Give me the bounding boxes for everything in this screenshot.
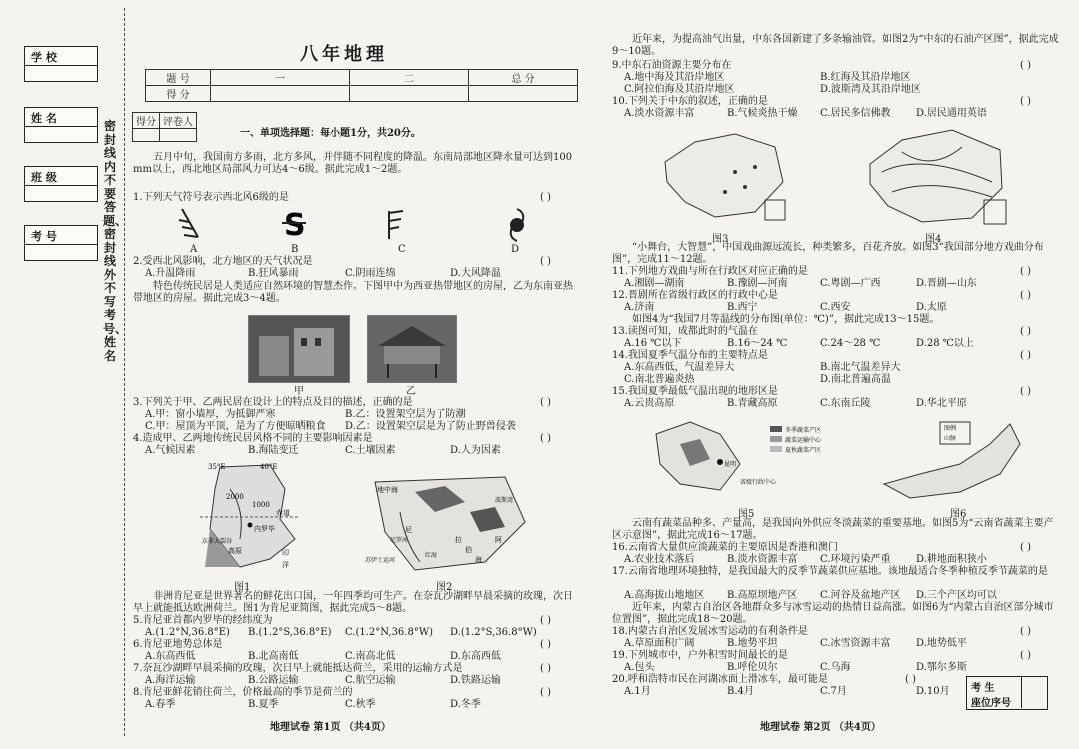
option[interactable]: B.高原坝地产区 (727, 590, 798, 601)
map2-label: 波斯湾 (495, 497, 514, 504)
option[interactable]: A.1月 (624, 686, 651, 697)
option[interactable]: C.航空运输 (345, 675, 396, 686)
option[interactable]: B.夏季 (248, 699, 279, 710)
question-9: 9.中东石油资源主要分布在 (612, 60, 732, 71)
answer-paren[interactable]: ( ) (1020, 96, 1031, 107)
weather-symbol-b (282, 208, 306, 243)
option[interactable]: A.(1.2°N,36.8°E) (145, 627, 230, 638)
option[interactable]: A.包头 (624, 662, 655, 673)
answer-paren[interactable]: ( ) (540, 256, 551, 267)
opera-map-svg (655, 122, 790, 224)
question-6: 6.肯尼亚地势总体是 (133, 639, 223, 650)
question-14: 14.我国夏季气温分布的主要特点是 (612, 350, 768, 361)
option[interactable]: D.地势低平 (916, 638, 967, 649)
question-15: 15.我国夏季最低气温出现的地形区是 (612, 386, 778, 397)
map1-label: 内罗毕 (254, 525, 275, 533)
option[interactable]: C.(1.2°N,36.8°W) (345, 627, 434, 638)
map1-label: 东非大裂谷 (202, 538, 233, 545)
option[interactable]: B.公路运输 (248, 675, 299, 686)
grader-name-field[interactable] (160, 129, 197, 142)
map1-label: 高原 (228, 547, 242, 555)
option[interactable]: C.秋季 (345, 699, 376, 710)
option[interactable]: B.海陆变迁 (248, 445, 299, 456)
fig5-legend: 冬季蔬菜产区 (785, 427, 822, 434)
question-20: 20.呼和浩特市民在河湖冰面上滑冰车，最可能是 (612, 674, 828, 685)
option[interactable]: A.草原面积广阔 (624, 638, 695, 649)
page-title: 八年地理 (300, 44, 388, 65)
option[interactable]: C.土壤因素 (345, 445, 396, 456)
answer-paren[interactable]: ( ) (1020, 290, 1031, 301)
question-12: 12.晋剧所在省级行政区的行政中心是 (612, 290, 778, 301)
option[interactable]: D.东高西低 (450, 651, 501, 662)
question-7: 7.奈瓦沙湖畔早晨采摘的玫瑰，次日早上就能抵达荷兰，采用的运输方式是 (133, 663, 463, 674)
name-field[interactable] (25, 127, 97, 141)
option[interactable]: D.居民通用英语 (916, 108, 987, 119)
seat-number-field[interactable] (1021, 677, 1047, 708)
question-18: 18.内蒙古自治区发展冰雪运动的有利条件是 (612, 626, 808, 637)
option[interactable]: A.升温降雨 (145, 268, 196, 279)
option[interactable]: A.地中海及其沿岸地区 (624, 72, 725, 83)
svg-text:S: S (284, 208, 306, 243)
option[interactable]: A.云贵高原 (624, 398, 675, 409)
weather-symbols (170, 205, 550, 245)
intro-text: 非洲肯尼亚是世界著名的鲜花出口国，一年四季均可生产。在奈瓦沙湖畔早晨采摘的玫瑰，次日早上就能抵达欧洲荷兰。图1为肯尼亚简图，据此完成5～8题。 (133, 591, 573, 614)
exam-no-label: 考 号 (25, 226, 97, 245)
question-13: 13.读图可知，成都此时的气温在 (612, 326, 758, 337)
option[interactable]: D.鄂尔多斯 (916, 662, 967, 673)
option[interactable]: A.气候因素 (145, 445, 196, 456)
answer-paren[interactable]: ( ) (1020, 542, 1031, 553)
seat-label: 考 生 (971, 683, 995, 694)
figure-caption: 图3 (712, 234, 729, 245)
map1-label: 2000 (226, 493, 244, 501)
name-label: 姓 名 (25, 108, 97, 127)
answer-paren[interactable]: ( ) (540, 433, 551, 444)
score-input[interactable] (469, 86, 578, 102)
intro-text: 近年来，为提高油气出量，中东各国新建了多条输油管。如图2为“中东的石油产区图”，据此完成9～10题。 (612, 34, 1059, 57)
photo-yi-image (368, 316, 456, 382)
answer-paren[interactable]: ( ) (1020, 266, 1031, 277)
map1-label: 35°E (208, 463, 226, 471)
option[interactable]: C.阿拉伯海及其沿岸地区 (624, 84, 735, 95)
option[interactable]: B.乙：设置架空层为了防潮 (345, 409, 466, 420)
map1-label: 1000 (252, 501, 270, 509)
yunnan-map-svg (650, 414, 850, 498)
map1-label: 印 (282, 549, 289, 557)
answer-paren[interactable]: ( ) (540, 192, 551, 203)
intro-text: 五月中旬，我国南方多雨，北方多风，并伴随不同程度的降温。东南局部地区降水量可达到100 mm以上，西北地区局部风力可达4～6级。据此完成1～2题。 (133, 152, 573, 175)
answer-paren[interactable]: ( ) (1020, 386, 1031, 397)
answer-paren[interactable]: ( ) (1020, 326, 1031, 337)
answer-paren[interactable]: ( ) (1020, 350, 1031, 361)
answer-paren[interactable]: ( ) (1020, 650, 1031, 661)
fig5-legend: 夏秋蔬菜产区 (785, 447, 822, 454)
option[interactable]: C.冰雪资源丰富 (820, 638, 891, 649)
figure-caption: 图4 (925, 234, 942, 245)
kenya-map-svg (200, 459, 300, 574)
score-input[interactable] (211, 86, 350, 102)
option-label[interactable]: B (291, 244, 299, 255)
seat-number-box (966, 676, 1048, 710)
photo-jia (248, 315, 350, 383)
answer-paren[interactable]: ( ) (540, 663, 551, 674)
score-input[interactable] (350, 86, 469, 102)
option-label[interactable]: D (511, 244, 520, 255)
question-2: 2.受西北风影响，北方地区的天气状况是 (133, 256, 313, 267)
option[interactable]: A.济南 (624, 302, 655, 313)
option[interactable]: B.16～24 ℃ (727, 338, 788, 349)
figure-5-yunnan-map (650, 414, 850, 498)
fig5-legend: 蔬菜运输中心 (785, 437, 822, 444)
exam-no-box (24, 225, 98, 261)
map2-label: 地中海 (377, 486, 398, 494)
question-1: 1.下列天气符号表示西北风6级的是 (133, 192, 289, 203)
question-17: 17.云南省地理环境独特，是我国最大的反季节蔬菜供应基地。该地最适合冬季种植反季节蔬菜的是 (612, 566, 1048, 577)
intro-text: 特色传统民居是人类适应自然环境的智慧杰作。下图甲中为西亚热带地区的房屋，乙为东南亚热带地区的房屋。据此完成3～4题。 (133, 281, 573, 304)
figure-caption: 图6 (950, 509, 967, 520)
answer-paren[interactable]: ( ) (540, 687, 551, 698)
answer-paren[interactable]: ( ) (540, 615, 551, 626)
fig6-label: 图例 (944, 425, 957, 432)
option[interactable]: D.人为因素 (450, 445, 501, 456)
map2-label: 拉 (455, 536, 462, 544)
option[interactable]: A.高海拔山地地区 (624, 590, 705, 601)
photo-yi (367, 315, 457, 383)
figure-2-middle-east-map (355, 462, 530, 574)
middle-east-map-svg (355, 462, 530, 574)
grader-score-label: 得分 (133, 113, 160, 129)
option[interactable]: A.16 ℃以下 (624, 338, 682, 349)
option[interactable]: B.淡水资源丰富 (727, 554, 798, 565)
option[interactable]: D.晋剧—山东 (916, 278, 977, 289)
question-4: 4.造成甲、乙两地传统民居风格不同的主要影响因素是 (133, 433, 373, 444)
option[interactable]: A.东高西低，气温差异大 (624, 362, 735, 373)
option[interactable]: B.呼伦贝尔 (727, 662, 778, 673)
score-cell: 得 分 (146, 86, 211, 102)
answer-paren[interactable]: ( ) (905, 674, 916, 685)
class-field[interactable] (25, 186, 97, 200)
figure-caption: 图1 (234, 582, 251, 593)
option[interactable]: B.北高南低 (248, 651, 299, 662)
seal-dashed-line (124, 8, 125, 736)
option[interactable]: B.狂风暴雨 (248, 268, 299, 279)
weather-symbol-a (179, 209, 198, 237)
option[interactable]: C.环境污染严重 (820, 554, 891, 565)
question-8: 8.肯尼亚鲜花销往荷兰，价格最高的季节是荷兰的 (133, 687, 353, 698)
option[interactable]: B.豫剧—河南 (727, 278, 788, 289)
exam-no-field[interactable] (25, 245, 97, 259)
option[interactable]: C.7月 (820, 686, 847, 697)
class-label: 班 级 (25, 167, 97, 186)
option[interactable]: B.气候炎热干燥 (727, 108, 798, 119)
option[interactable]: C.河谷及盆地产区 (820, 590, 901, 601)
name-box (24, 107, 98, 143)
option[interactable]: C.粤剧—广西 (820, 278, 881, 289)
score-cell: 二 (350, 70, 469, 86)
option[interactable]: A.淡水资源丰富 (624, 108, 695, 119)
option[interactable]: D.铁路运输 (450, 675, 501, 686)
page-footer: 地理试卷 第1页 （共4页） (270, 722, 391, 733)
option-label[interactable]: A (190, 244, 198, 255)
option[interactable]: D.耕地面积狭小 (916, 554, 987, 565)
intro-text: 云南有蔬菜品种多、产量高，是我国向外供应冬淡蔬菜的重要基地。如图5为“云南省蔬菜主要产区示意图”，据此完成16～17题。 (612, 518, 1054, 541)
score-table (145, 69, 578, 102)
map2-label: 尼罗河 (390, 537, 409, 544)
fig5-label: 省级行政中心 (740, 479, 777, 486)
isotherm-map-svg (862, 122, 1010, 228)
option[interactable]: C.西安 (820, 302, 851, 313)
option[interactable]: A.东高西低 (145, 651, 196, 662)
option[interactable]: B.地势平坦 (727, 638, 778, 649)
option[interactable]: C.东南丘陵 (820, 398, 871, 409)
class-box (24, 166, 98, 202)
question-10: 10.下列关于中东的叙述，正确的是 (612, 96, 768, 107)
map2-label: 红海 (425, 552, 438, 559)
option[interactable]: D.冬季 (450, 699, 481, 710)
option[interactable]: C.乌海 (820, 662, 851, 673)
option[interactable]: C.居民多信佛教 (820, 108, 891, 119)
figure-6-inner-mongolia-map (880, 414, 1030, 504)
option[interactable]: D.波斯湾及其沿岸地区 (820, 84, 921, 95)
seal-line-text: 密封线内不要答题、密封线外不写考号、姓名 (103, 119, 128, 363)
map2-label: 尼 (405, 526, 412, 534)
option[interactable]: B.红海及其沿岸地区 (820, 72, 911, 83)
grader-score-field[interactable] (133, 129, 160, 142)
option[interactable]: A.甲：窗小墙厚，为抵御严寒 (145, 409, 276, 420)
school-field[interactable] (25, 66, 97, 80)
figure-caption: 图2 (436, 582, 453, 593)
school-box (24, 46, 98, 82)
fig6-label: 山脉 (944, 435, 957, 442)
map1-label: 赤道 (276, 509, 290, 517)
map1-label: 40°E (260, 463, 278, 471)
question-3: 3.下列关于甲、乙两民居在设计上的特点及目的描述，正确的是 (133, 397, 413, 408)
grader-table (132, 112, 197, 142)
figure-1-kenya-map (200, 459, 300, 574)
intro-text: “小舞台，大智慧”，中国戏曲源远流长，种类繁多，百花齐放。如图3“我国部分地方戏曲分布图”，完成11～12题。 (612, 242, 1044, 265)
option[interactable]: C.甲：屋顶为平顶，是为了方便晾晒粮食 (145, 421, 326, 432)
intro-text: 如图4为“我国7月等温线的分布图(单位：℃)”，据此完成13～15题。 (632, 314, 940, 325)
option[interactable]: C.南高北低 (345, 651, 396, 662)
grader-name-label: 评卷人 (160, 113, 197, 129)
weather-symbol-d (510, 209, 524, 241)
photo-jia-image (249, 316, 349, 382)
option[interactable]: D.28 ℃以上 (916, 338, 974, 349)
map2-label: 阿 (495, 536, 502, 544)
option[interactable]: D.大风降温 (450, 268, 501, 279)
option[interactable]: D.(1.2°S,36.8°W) (450, 627, 537, 638)
option[interactable]: A.海洋运输 (145, 675, 196, 686)
option[interactable]: A.湘剧—湖南 (624, 278, 685, 289)
option-label[interactable]: C (398, 244, 406, 255)
question-19: 19.下列城市中，户外积雪时间最长的是 (612, 650, 788, 661)
option[interactable]: C.24～28 ℃ (820, 338, 881, 349)
map2-label: 伯 (465, 546, 472, 554)
score-cell: 总 分 (469, 70, 578, 86)
question-5: 5.肯尼亚首都内罗毕的经纬度为 (133, 615, 273, 626)
option[interactable]: B.(1.2°S,36.8°E) (248, 627, 332, 638)
figure-3-opera-map (655, 122, 790, 224)
option[interactable]: B.南北气温差异大 (820, 362, 901, 373)
option[interactable]: C.阴雨连绵 (345, 268, 396, 279)
answer-paren[interactable]: ( ) (1020, 626, 1031, 637)
option[interactable]: D.乙：设置架空层是为了防止野兽侵袭 (345, 421, 516, 432)
option[interactable]: A.春季 (145, 699, 176, 710)
school-label: 学 校 (25, 47, 97, 66)
figure-caption: 图5 (738, 509, 755, 520)
map2-label: 海 (475, 556, 482, 564)
answer-paren[interactable]: ( ) (540, 639, 551, 650)
option[interactable]: B.4月 (727, 686, 754, 697)
score-cell: 题 号 (146, 70, 211, 86)
option[interactable]: B.西宁 (727, 302, 758, 313)
answer-paren[interactable]: ( ) (1020, 60, 1031, 71)
photo-caption: 甲 (294, 386, 304, 397)
question-16: 16.云南省大量供应淡蔬菜的主要原因是香港和澳门 (612, 542, 838, 553)
answer-paren[interactable]: ( ) (540, 397, 551, 408)
figure-4-isotherm-map (862, 122, 1010, 228)
fig5-label: 昆明 (724, 461, 737, 468)
option[interactable]: C.南北普遍炎热 (624, 374, 695, 385)
option[interactable]: D.10月 (916, 686, 950, 697)
map1-label: 洋 (282, 561, 289, 569)
map2-label: 苏伊士运河 (365, 557, 396, 564)
option[interactable]: D.太原 (916, 302, 947, 313)
weather-symbol-c (389, 211, 403, 239)
photo-caption: 乙 (406, 386, 416, 397)
section-heading: 一、单项选择题：每小题1分，共20分。 (240, 128, 421, 139)
seat-label: 座位序号 (971, 698, 1011, 709)
inner-mongolia-map-svg (880, 414, 1030, 504)
question-11: 11.下列地方戏曲与所在行政区对应正确的是 (612, 266, 808, 277)
score-cell: 一 (211, 70, 350, 86)
option[interactable]: D.华北平原 (916, 398, 967, 409)
option[interactable]: A.农业技术落后 (624, 554, 695, 565)
option[interactable]: D.三个产区均可以 (916, 590, 997, 601)
option[interactable]: B.青藏高原 (727, 398, 778, 409)
page-footer: 地理试卷 第2页 （共4页） (760, 722, 881, 733)
intro-text: 近年来，内蒙古自治区各地群众多与冰雪运动的热情日益高涨。如图6为“内蒙古自治区部分城市位置图”，据此完成18～20题。 (612, 602, 1054, 625)
option[interactable]: D.南北普遍高温 (820, 374, 891, 385)
